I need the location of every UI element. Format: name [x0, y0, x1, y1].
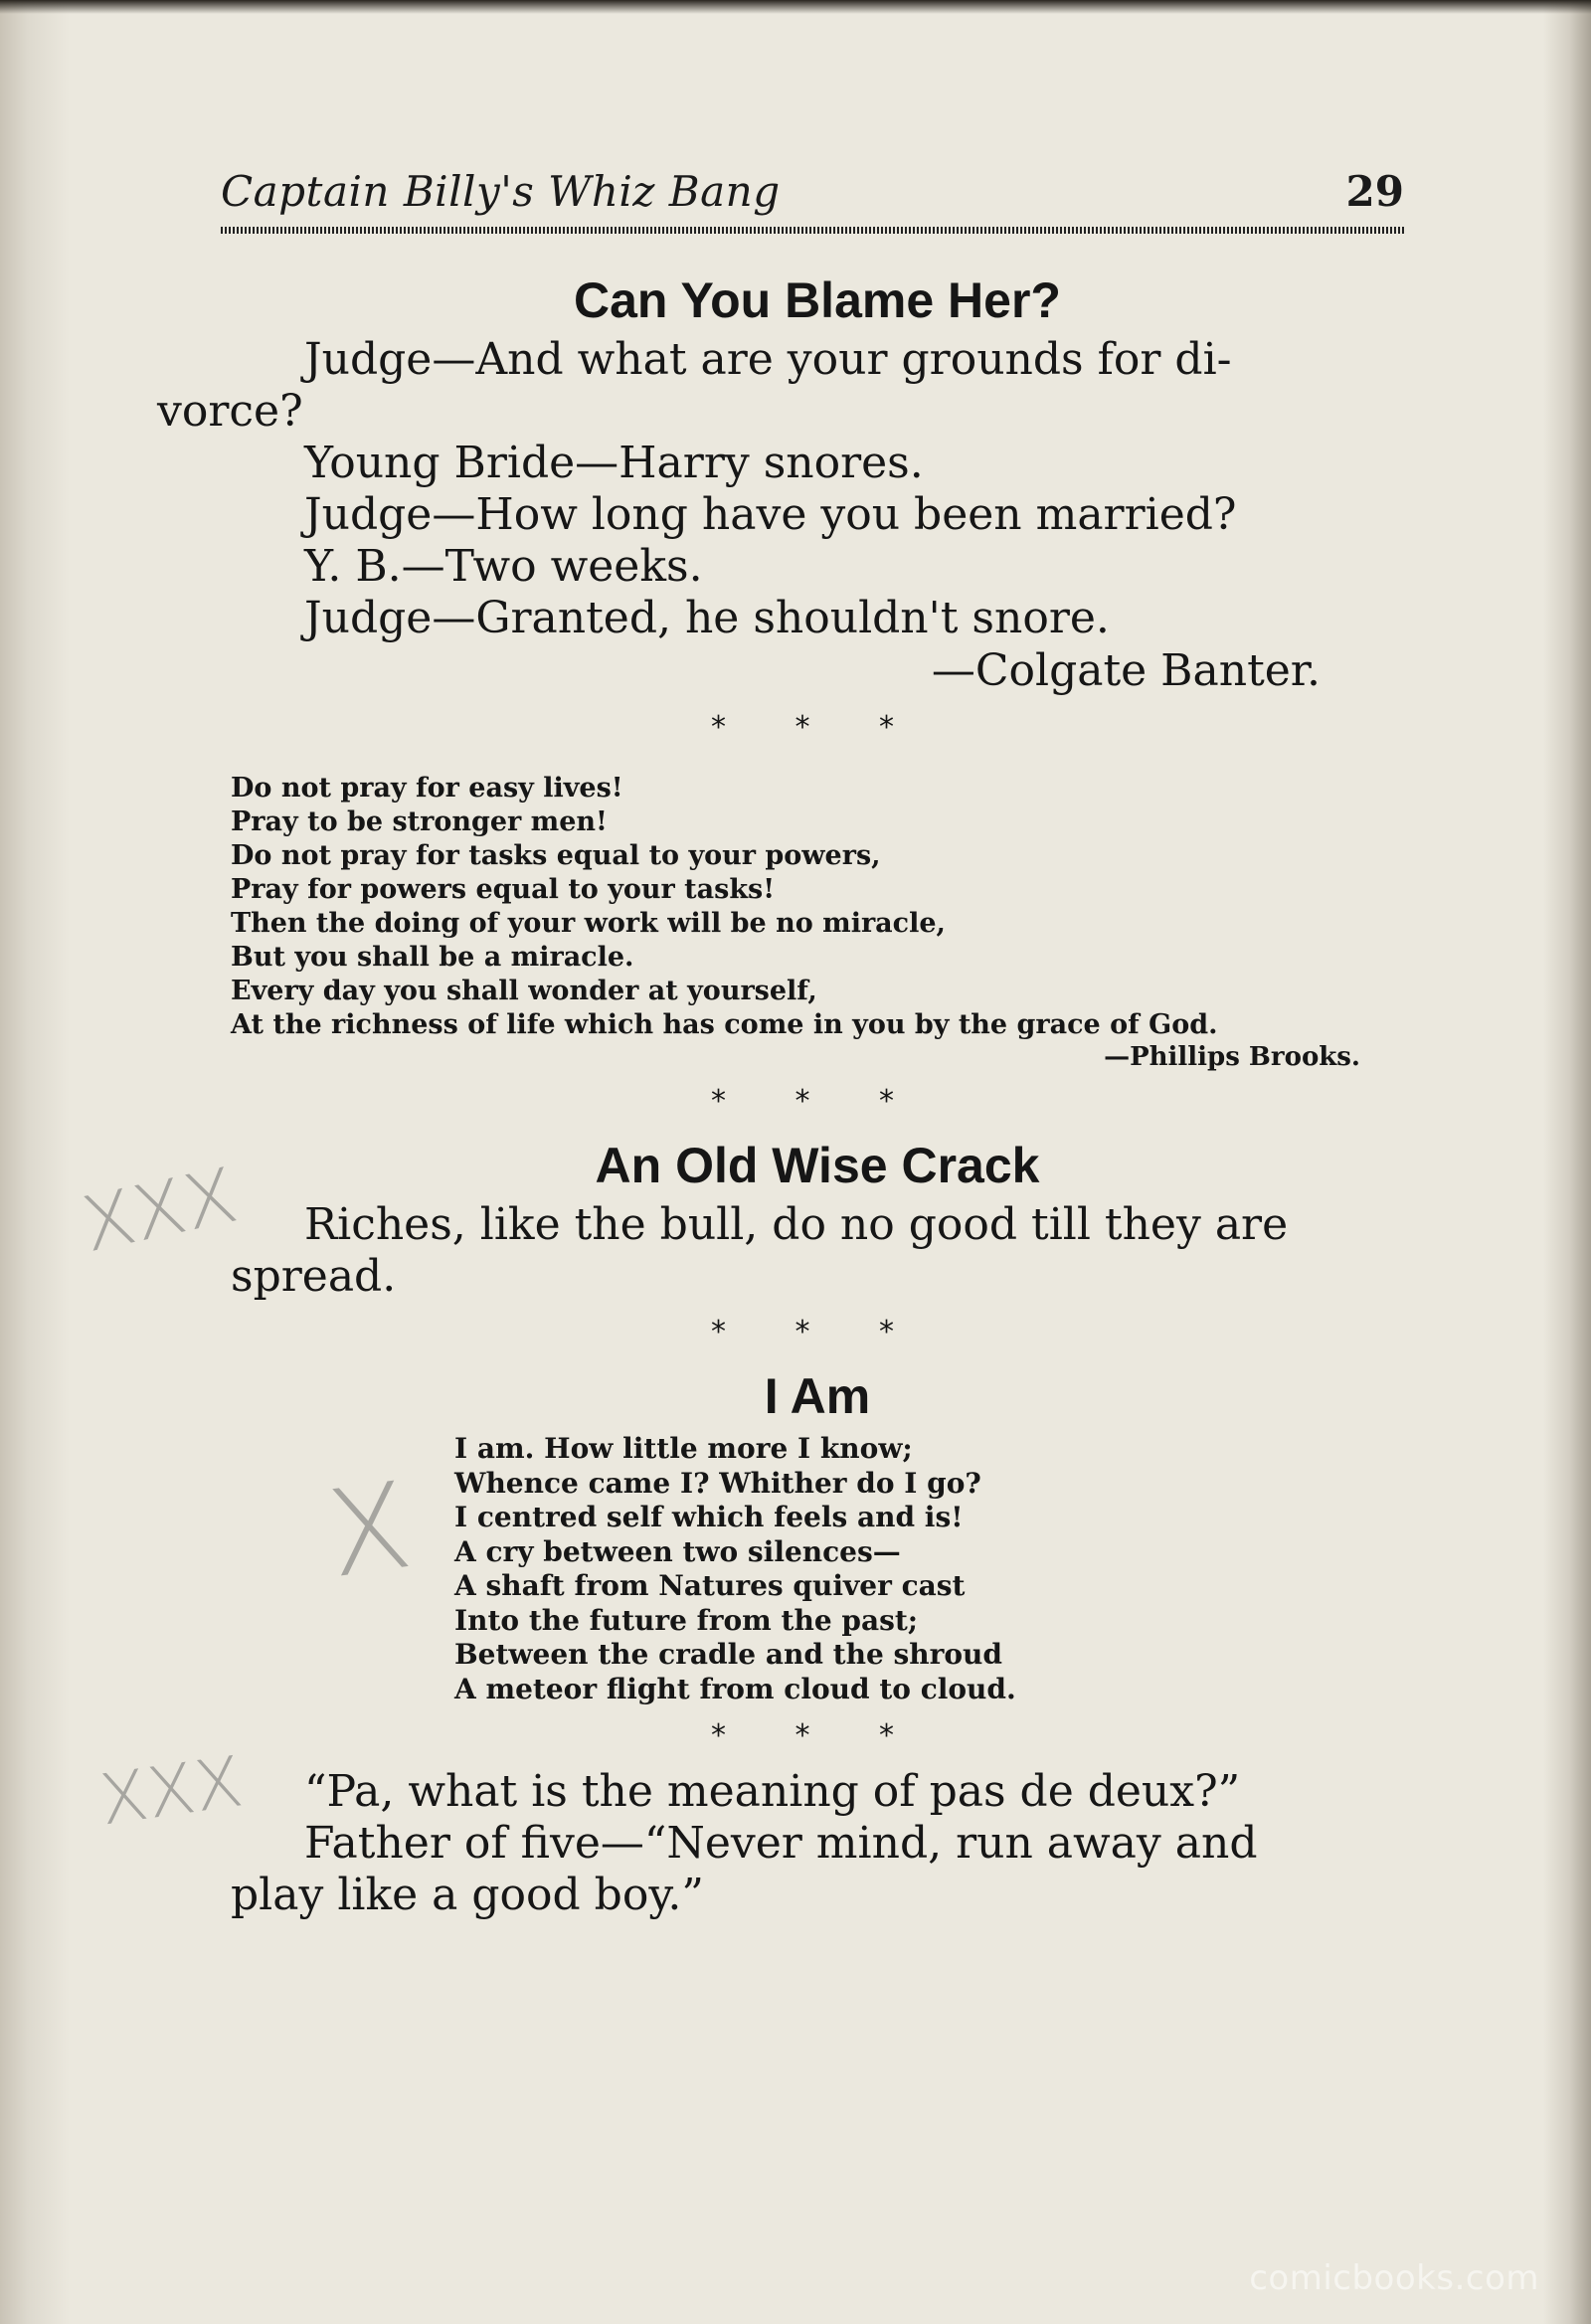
poem-line: Between the cradle and the shroud: [454, 1638, 1002, 1671]
dialogue-line: Judge—Granted, he shouldn't snore.: [304, 593, 1110, 643]
top-edge-shadow: [0, 0, 1591, 14]
dialogue-line: Judge—And what are your grounds for di- vorce?: [157, 334, 1232, 437]
verse-line: Do not pray for tasks equal to your powers,: [231, 840, 881, 871]
poem-line: A cry between two silences—: [454, 1534, 901, 1568]
binding-shadow: [0, 0, 70, 2324]
verse-line: But you shall be a miracle.: [231, 942, 634, 973]
poem-i-am: [454, 1432, 1404, 1706]
dialogue-line: Young Bride—Harry snores.: [304, 438, 924, 488]
attribution-colgate-banter: —Colgate Banter.: [931, 645, 1321, 696]
poem-line: Whence came I? Whither do I go?: [454, 1466, 981, 1500]
verse-line: Then the doing of your work will be no miracle,: [231, 908, 946, 939]
running-title: Captain Billy's Whiz Bang: [221, 167, 781, 216]
section-title-old-wise-crack: An Old Wise Crack: [595, 1138, 1040, 1193]
verse-line: Do not pray for easy lives!: [231, 773, 623, 804]
poem-line: I am. How little more I know;: [454, 1432, 913, 1465]
pencil-mark: XXX: [93, 1740, 248, 1842]
page-edge: [1543, 0, 1591, 2324]
paragraph: Riches, like the bull, do no good till they are spread.: [231, 1199, 1289, 1302]
section-title-i-am: I Am: [764, 1368, 871, 1424]
dialogue-line: Judge—How long have you been married?: [304, 489, 1237, 540]
verse-line: Pray to be stronger men!: [231, 806, 608, 837]
poem-line: Into the future from the past;: [454, 1603, 919, 1637]
section-title-can-you-blame-her: Can You Blame Her?: [574, 272, 1061, 328]
separator: * * *: [710, 1718, 925, 1753]
separator: * * *: [710, 1084, 925, 1119]
separator: * * *: [710, 710, 925, 745]
poem-line: A shaft from Natures quiver cast: [454, 1569, 966, 1602]
separator: * * *: [710, 1315, 925, 1349]
paragraph: “Pa, what is the meaning of pas de deux?”: [304, 1766, 1241, 1817]
pencil-mark: X: [318, 1456, 420, 1606]
dialogue-line: Y. B.—Two weeks.: [304, 541, 703, 592]
paragraph: Father of five—“Never mind, run away and play like a good boy.”: [231, 1818, 1258, 1920]
verse-line: Pray for powers equal to your tasks!: [231, 874, 776, 905]
attribution-phillips-brooks: —Phillips Brooks.: [1104, 1042, 1360, 1072]
page-number: 29: [1345, 167, 1404, 216]
pencil-mark: XXX: [74, 1150, 245, 1270]
poem-line: I centred self which feels and is!: [454, 1501, 964, 1533]
page-header: [221, 167, 1404, 225]
verse-phillips-brooks: [231, 772, 1404, 1042]
watermark: comicbooks.com: [1249, 2258, 1539, 2298]
verse-line: At the richness of life which has come in you by the grace of God.: [231, 1009, 1218, 1040]
header-rule: [221, 227, 1404, 234]
poem-line: A meteor flight from cloud to cloud.: [454, 1672, 1016, 1705]
verse-line: Every day you shall wonder at yourself,: [231, 976, 817, 1006]
